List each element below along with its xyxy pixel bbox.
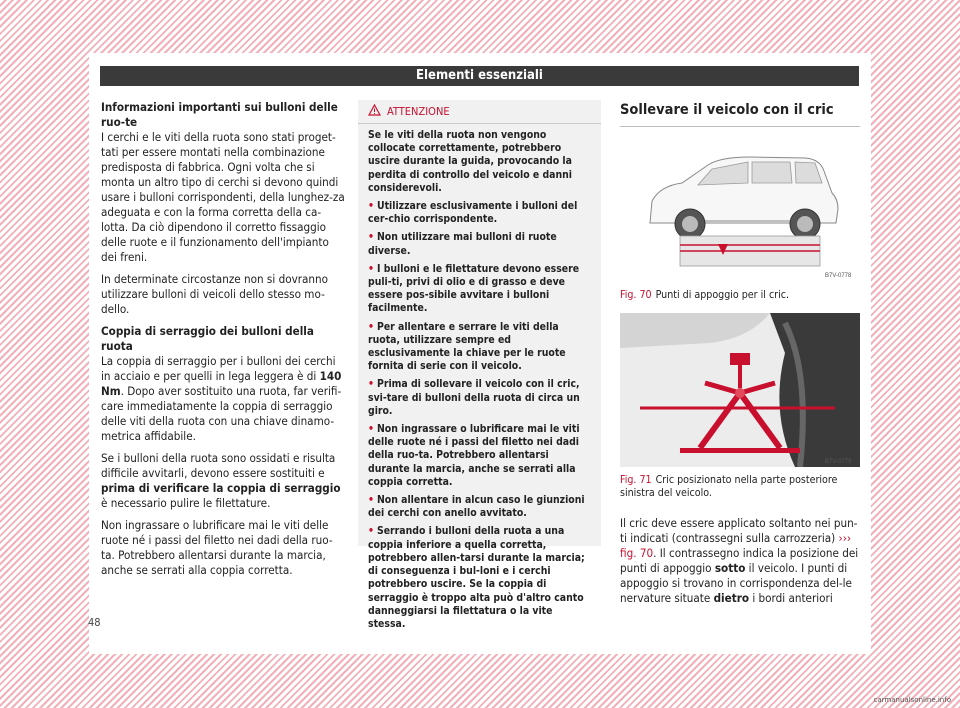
jack-illustration xyxy=(620,313,860,467)
text: La coppia di serraggio per i bulloni dei cerchi in acciaio e per quelli in lega leggera è di xyxy=(101,354,336,383)
warning-triangle-icon xyxy=(368,101,381,124)
figure-car-jack-points xyxy=(620,131,860,282)
caption-text: Punti di appoggio per il cric. xyxy=(655,289,790,301)
warning-item xyxy=(368,525,591,631)
heading-wheel-bolts: Informazioni importanti sui bulloni delle ruo-te xyxy=(101,100,338,129)
text: . Dopo aver sostituito una ruota, far verifi-care immediatamente la coppia di serraggio delle viti della ruota con una chiave dinamo-metrica affidabile. xyxy=(101,384,342,443)
warning-item-text: Non allentare in alcun caso le giunzioni dei cerchi con anello avvitato. xyxy=(368,494,585,520)
warning-item xyxy=(368,423,591,489)
warning-title: ATTENZIONE xyxy=(387,105,450,118)
watermark: carmanualsonline.info xyxy=(873,696,951,704)
warning-item xyxy=(368,200,591,226)
bullet-icon: • xyxy=(368,494,374,507)
bullet-icon: • xyxy=(368,423,374,436)
text: . Il contrassegno indica la posizione dei punti di appoggio xyxy=(620,546,859,575)
warning-item-text: I bulloni e le filettature devono essere puli-ti, privi di olio e di grasso e deve essere pos-sibile avvitare i bulloni facilmente. xyxy=(368,262,580,315)
page-number: 48 xyxy=(88,616,101,629)
bold-text: sotto xyxy=(714,561,746,575)
bullet-icon: • xyxy=(368,525,374,538)
column-left xyxy=(101,100,346,585)
figure-label: Fig. 71 xyxy=(620,474,652,486)
warning-intro: Se le viti della ruota non vengono collocate correttamente, potrebbero uscire durante la guida, provocando la perdita di controllo del veicolo e danni considerevoli. xyxy=(368,129,572,194)
warning-item xyxy=(368,494,591,520)
warning-box xyxy=(358,100,601,630)
warning-item xyxy=(368,321,591,374)
bullet-icon: • xyxy=(368,262,374,275)
paragraph xyxy=(101,354,346,444)
torque-value: 140 Nm xyxy=(101,369,342,398)
paragraph xyxy=(101,451,346,511)
body-text xyxy=(620,516,860,606)
figure-jack-positioned xyxy=(620,313,860,467)
car-side-illustration xyxy=(620,131,860,282)
warning-item xyxy=(368,378,591,418)
warning-item xyxy=(368,231,591,257)
warning-item xyxy=(368,263,591,316)
warning-item-text: Prima di sollevare il veicolo con il cric, svi-tare di bulloni della ruota di circa un giro. xyxy=(368,378,580,417)
section-header: Elementi essenziali xyxy=(100,66,859,86)
paragraph: In determinate circostanze non si dovranno utilizzare bulloni di veicoli dello stesso mo-dello. xyxy=(101,272,329,316)
heading-torque: Coppia di serraggio dei bulloni della ruota xyxy=(101,324,314,353)
caption-text: Cric posizionato nella parte posteriore sinistra del veicolo. xyxy=(620,474,838,499)
bullet-icon: • xyxy=(368,231,374,244)
figure-label: Fig. 70 xyxy=(620,289,652,301)
warning-item-text: Serrando i bulloni della ruota a una coppia inferiore a quella corretta, potrebbero allen-tarsi durante la marcia; di conseguenza i bul-loni e i cerchi potrebbero uscire. Se la coppia di serraggio è troppo alta può d'altro canto danneggiarsi la filettatura o la vite stessa. xyxy=(368,525,585,630)
text: Il cric deve essere applicato soltanto nei pun-ti indicati (contrassegni sulla carrozzeria) xyxy=(620,516,858,545)
warning-item-text: Non ingrassare o lubrificare mai le viti delle ruote né i passi del filetto nei dadi della ruo-ta. Potrebbero allentarsi durante la marcia, anche se serrati alla coppia corretta. xyxy=(368,423,580,488)
figure-caption xyxy=(620,289,860,302)
warning-item-text: Utilizzare esclusivamente i bulloni del cer-chio corrispondente. xyxy=(368,200,578,226)
section-title: Sollevare il veicolo con il cric xyxy=(620,100,860,127)
bullet-icon: • xyxy=(368,320,374,333)
bullet-icon: • xyxy=(368,200,374,213)
figure-caption xyxy=(620,474,860,500)
text: Se i bulloni della ruota sono ossidati e risulta difficile avvitarli, devono essere sostituiti e xyxy=(101,451,336,480)
figure-link[interactable]: ››› fig. 70 xyxy=(620,531,852,560)
bullet-icon: • xyxy=(368,378,374,391)
paragraph: Non ingrassare o lubrificare mai le viti delle ruote né i passi del filetto nei dadi della ruo-ta. Potrebbero allentarsi durante la marcia, anche se serrati alla coppia corretta. xyxy=(101,518,333,577)
figure-code: B7V-0778 xyxy=(825,273,852,279)
warning-item-text: Non utilizzare mai bulloni di ruote diverse. xyxy=(368,231,557,257)
paragraph xyxy=(620,516,860,606)
paragraph: I cerchi e le viti della ruota sono stati proget-tati per essere montati nella combinazione predisposta di fabbrica. Ogni volta che si monta un altro tipo di cerchi si devono quindi usare i bulloni corrispondenti, della lunghez-za adeguata e con la forma corretta della ca-lotta. Da ciò dipendono il corretto fissaggio delle ruote e il funzionamento dell'impianto dei freni. xyxy=(101,130,345,264)
warning-header xyxy=(358,100,601,124)
figure-code: B7V-0779 xyxy=(825,459,852,465)
bold-text: dietro xyxy=(713,591,750,605)
text: è necessario pulire le filettature. xyxy=(101,496,271,510)
warning-item-text: Per allentare e serrare le viti della ruota, utilizzare sempre ed esclusivamente la chiave per le ruote fornita di serie con il veicolo. xyxy=(368,320,566,373)
warning-body xyxy=(358,124,601,631)
text: i bordi anteriori xyxy=(749,591,833,605)
bold-text: prima di verificare la coppia di serraggio xyxy=(101,481,341,495)
text: il veicolo. I punti di appoggio si trovano in corrispondenza del-le nervature situate xyxy=(620,561,852,605)
